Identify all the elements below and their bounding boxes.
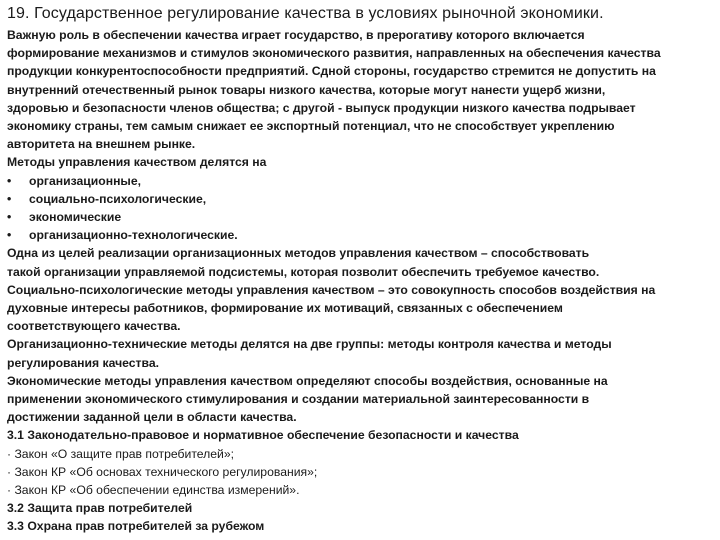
bullet-icon: • bbox=[7, 173, 12, 188]
body-line: духовные интересы работников, формирование их мотиваций, связанных с обеспечением bbox=[7, 301, 563, 316]
bullet-icon: • bbox=[7, 210, 12, 225]
list-item-label: организационные, bbox=[29, 173, 141, 188]
intro-line: здоровью и безопасности членов общества; с другой - выпуск продукции низкого качества подрывает bbox=[7, 100, 636, 115]
body-line: Социально-психологические методы управления качеством – это совокупность способов воздействия на bbox=[7, 282, 656, 297]
body-line: достижении заданной цели в области качества. bbox=[7, 410, 297, 425]
body-paragraphs bbox=[7, 244, 714, 426]
intro-line: авторитета на внешнем рынке. bbox=[7, 137, 196, 152]
list-item bbox=[7, 208, 714, 226]
laws-list bbox=[7, 445, 714, 500]
body-line: применении экономического стимулирования и создании материальной заинтересованности в bbox=[7, 392, 590, 407]
intro-paragraph bbox=[7, 26, 714, 153]
intro-line: внутренний отечественный рынок товары низкого качества, которые могут нанести ущерб жизни, bbox=[7, 82, 606, 97]
body-line: Экономические методы управления качеством определяют способы воздействия, основанные на bbox=[7, 373, 608, 388]
list-item bbox=[7, 172, 714, 190]
section-heading-3-2: 3.2 Защита прав потребителей bbox=[7, 501, 193, 516]
body-line: Организационно-технические методы делятся на две группы: методы контроля качества и методы bbox=[7, 337, 612, 352]
list-item-label: экономические bbox=[29, 210, 122, 225]
list-item: · Закон «О защите прав потребителей»; bbox=[7, 446, 234, 461]
list-item: · Закон КР «Об обеспечении единства измерений». bbox=[7, 483, 300, 498]
list-item bbox=[7, 226, 714, 244]
intro-line: продукции конкурентоспособности предприятий. Сдной стороны, государство стремится не допустить на bbox=[7, 64, 656, 79]
methods-list bbox=[7, 172, 714, 245]
intro-line: Важную роль в обеспечении качества играет государство, в прерогативу которого включается bbox=[7, 28, 585, 42]
methods-heading: Методы управления качеством делятся на bbox=[7, 155, 267, 170]
body-line: такой организации управляемой подсистемы, которая позволит обеспечить требуемое качество. bbox=[7, 264, 600, 279]
body-line: соответствующего качества. bbox=[7, 319, 181, 334]
list-item: · Закон КР «Об основах технического регулирования»; bbox=[7, 464, 318, 479]
list-item bbox=[7, 190, 714, 208]
page-title: 19. Государственное регулирование качества в условиях рыночной экономики. bbox=[7, 5, 604, 22]
section-heading-3-3: 3.3 Охрана прав потребителей за рубежом bbox=[7, 519, 265, 534]
list-item-label: организационно-технологические. bbox=[29, 228, 238, 243]
body-line: регулирования качества. bbox=[7, 355, 160, 370]
intro-line: экономику страны, тем самым снижает ее экспортный потенциал, что не способствует укреплению bbox=[7, 119, 615, 134]
body-line: Одна из целей реализации организационных методов управления качеством – способствовать bbox=[7, 246, 590, 261]
list-item-label: социально-психологические, bbox=[29, 191, 207, 206]
section-heading-3-1: 3.1 Законодательно-правовое и нормативное обеспечение безопасности и качества bbox=[7, 428, 519, 443]
bullet-icon: • bbox=[7, 228, 12, 243]
intro-line: формирование механизмов и стимулов экономического развития, направленных на обеспечения качества bbox=[7, 46, 661, 61]
bullet-icon: • bbox=[7, 191, 12, 206]
